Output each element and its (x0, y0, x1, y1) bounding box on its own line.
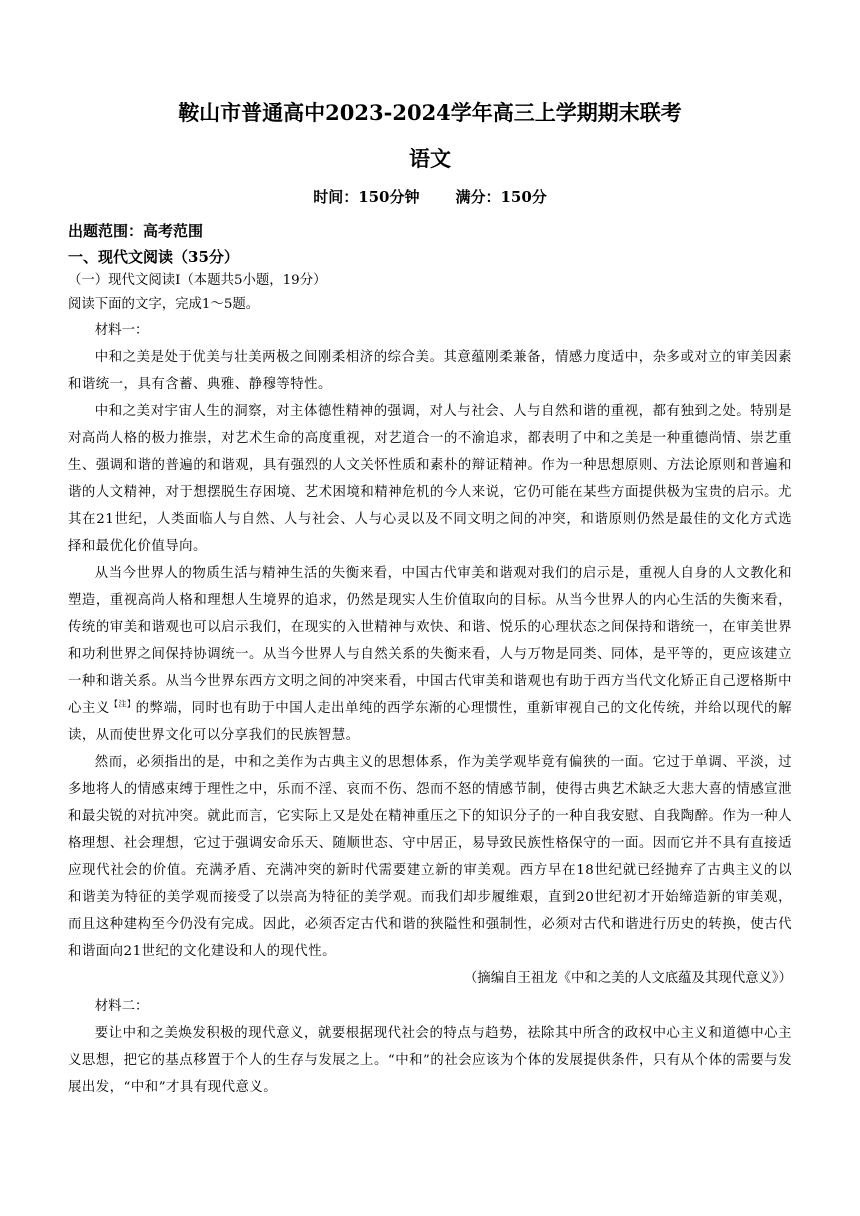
material-one-paragraph-1: 中和之美是处于优美与壮美两极之间刚柔相济的综合美。其意蕴刚柔兼备，情感力度适中，杂多或对立的审美因素和谐统一，具有含蓄、典雅、静穆等特性。 (68, 350, 792, 392)
material-one-source: （摘编自王祖龙《中和之美的人文底蕴及其现代意义》） (463, 971, 792, 986)
exam-time: 时间：150分钟 (313, 188, 420, 206)
exam-score: 满分：150分 (455, 188, 547, 206)
material-two-label: 材料二： (94, 999, 149, 1014)
material-two-paragraph-1: 要让中和之美焕发积极的现代意义，就要根据现代社会的特点与趋势，祛除其中所含的政权中心主义和道德中心主义思想，把它的基点移置于个人的生存与发展之上。“中和”的社会应该为个体的发展提供条件，只有从个体的需要与发展出发，“中和”才具有现代意义。 (68, 1026, 792, 1095)
paragraph-3-text-a: 从当今世界人的物质生活与精神生活的失衡来看，中国古代审美和谐观对我们的启示是，重视人自身的人文教化和塑造，重视高尚人格和理想人生境界的追求，仍然是现实人生价值取向的目标。从当今世界人的内心生活的失衡来看，传统的审美和谐观也可以启示我们，在现实的入世精神与欢快、和谐、悦乐的心理状态之间保持和谐统一，在审美世界和功利世界之间保持协调统一。从当今世界人与自然关系的失衡来看，人与万物是同类、同体，是平等的，更应该建立一种和谐关系。从当今世界东西方文明之间的冲突来看，中国古代审美和谐观也有助于西方当代文化矫正自己逻格斯中心主义 (68, 566, 792, 716)
paragraph-3-text-b: 的弊端，同时也有助于中国人走出单纯的西学东渐的心理惯性，重新审视自己的文化传统，并给以现代的解读，从而使世界文化可以分享我们的民族智慧。 (68, 701, 793, 743)
exam-time-score (68, 186, 792, 208)
reading-instruction: 阅读下面的文字，完成1～5题。 (68, 297, 260, 312)
exam-subject: 语文 (409, 146, 451, 171)
footnote-marker: 【注】 (109, 699, 136, 709)
exam-scope: 出题范围：高考范围 (68, 222, 204, 240)
material-one-paragraph-2: 中和之美对宇宙人生的洞察，对主体德性精神的强调，对人与社会、人与自然和谐的重视，都有独到之处。特别是对高尚人格的极力推崇，对艺术生命的高度重视，对艺道合一的不渝追求，都表明了中和之美是一种重德尚情、崇艺重生、强调和谐的普遍的和谐观，具有强烈的人文关怀性质和素朴的辩证精神。作为一种思想原则、方法论原则和普遍和谐的人文精神，对于想摆脱生存困境、艺术困境和精神危机的今人来说，它仍可能在某些方面提供极为宝贵的启示。尤其在21世纪，人类面临人与自然、人与社会、人与心灵以及不同文明之间的冲突，和谐原则仍然是最佳的文化方式选择和最优化价值导向。 (68, 404, 792, 554)
exam-title: 鞍山市普通高中2023-2024学年高三上学期期末联考 (178, 100, 682, 125)
subsection-heading: （一）现代文阅读Ⅰ（本题共5小题，19分） (68, 273, 327, 288)
material-one-label: 材料一： (94, 323, 149, 338)
section-heading: 一、现代文阅读（35分） (68, 248, 239, 266)
material-one-paragraph-4: 然而，必须指出的是，中和之美作为古典主义的思想体系，作为美学观毕竟有偏狭的一面。它过于单调、平淡，过多地将人的情感束缚于理性之中，乐而不淫、哀而不伤、怨而不怒的情感节制，使得古典艺术缺乏大悲大喜的情感宣泄和最尖锐的对抗冲突。就此而言，它实际上又是处在精神重压之下的知识分子的一种自我安慰、自我陶醉。作为一种人格理想、社会理想，它过于强调安命乐天、随顺世态、守中居正，易导致民族性格保守的一面。因而它并不具有直接适应现代社会的价值。充满矛盾、充满冲突的新时代需要建立新的审美观。西方早在18世纪就已经抛弃了古典主义的以和谐美为特征的美学观而接受了以崇高为特征的美学观。而我们却步履维艰，直到20世纪初才开始缔造新的审美观，而且这种建构至今仍没有完成。因此，必须否定古代和谐的狭隘性和强制性，必须对古代和谐进行历史的转换，使古代和谐面向21世纪的文化建设和人的现代性。 (68, 755, 792, 959)
material-one-paragraph-3 (68, 560, 792, 749)
